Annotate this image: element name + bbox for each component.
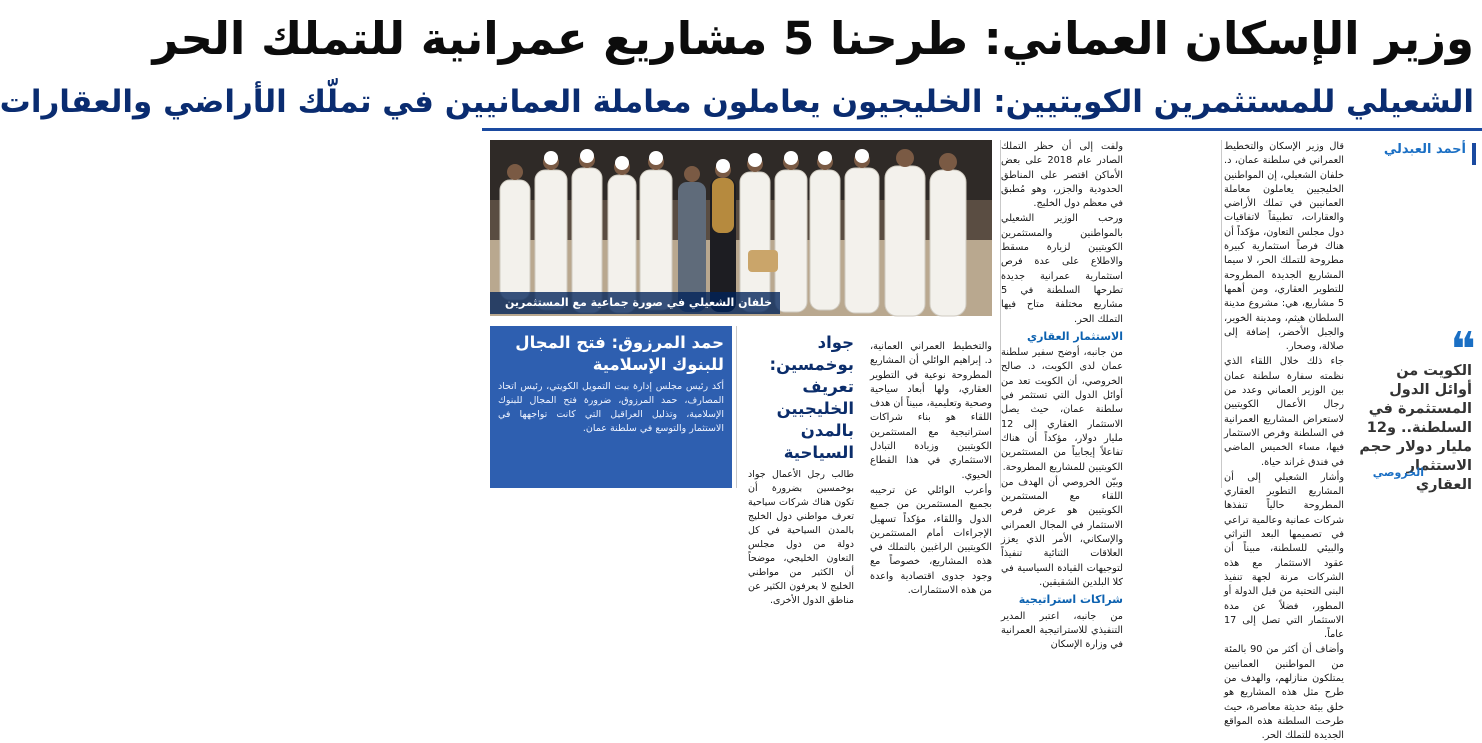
author-name: أحمد العبدلي [1383,142,1466,157]
box-heading: حمد المرزوق: فتح المجال للبنوك الإسلامية [515,333,724,374]
paragraph: وبيّن الخروصي أن الهدف من اللقاء مع المستثمرين الكويتيين هو عرض فرص الاستثمار في المجال العمراني والإسكاني، الأمر الذي يعزز العلاقات الثنائية تنفيذاً لتوجيهات القيادة السياسية في كلا البلدين الشقيقين. [1001,476,1123,588]
section-heading: الاستثمار العقاري [1027,329,1123,343]
article-column-2 [1000,140,1123,651]
paragraph: ولفت إلى أن حظر التملك الصادر عام 2018 على بعض الأماكن اقتصر على المناطق الحدودية والجزر، وهو مُطبق في معظم دول الخليج. [1001,141,1123,210]
section-heading: شراكات استراتيجية [1018,593,1123,607]
headline: وزير الإسكان العماني: طرحنا 5 مشاريع عمرانية للتملك الحر [152,12,1474,65]
paragraph: قال وزير الإسكان والتخطيط العمراني في سلطنة عمان، د. خلفان الشعيلي، إن المواطنين الخليجيين يعاملون معاملة العمانيين في تملك الأراضي والعقارات، تطبيقاً لاتفاقيات دول مجلس التعاون، مؤكداً أن هناك فرصاً استثمارية كبيرة مطروحة للتملك الحر، لا سيما المشاريع الجديدة المطروحة للتطوير العقاري، ومن أهمها 5 مشاريع، هي: مشروع مدينة السلطان هيثم، ومدينة الخوير، والجبل الأخضر، إضافة إلى صلالة، وصحار. [1224,141,1344,353]
paragraph: والتخطيط العمراني العمانية، د. إبراهيم الوائلي أن المشاريع المطروحة نوعية في التطوير العقاري، ولها أبعاد سياحية وصحية وتعليمية، مبيناً أن هدف اللقاء هو بناء شراكات استراتيجية مع المستثمرين الكويتيين وزيادة التبادل الاستثماري في هذا القطاع الحيوي. [870,341,992,481]
quote-text: الكويت من أوائل الدول المستثمرة في السلطنة.. و12 مليار دولار حجم الاستثمار العقاري [1359,363,1472,493]
sidebar-box-bukhamseen [740,326,862,606]
photo-illustration [490,140,992,316]
byline [1378,140,1476,170]
box-body: أكد رئيس مجلس إدارة بيت التمويل الكويتي، رئيس اتحاد المصارف، حمد المرزوق، ضرورة فتح المجال للبنوك الإسلامية، وتذليل العراقيل التي كانت تواجهها في الاستثمار والتوسع في سلطنة عمان. [498,381,724,434]
subheadline: الشعيلي للمستثمرين الكويتيين: الخليجيون يعاملون معاملة العمانيين في تملّك الأراضي والعقارات [0,84,1474,120]
column-divider [736,326,737,488]
sidebar-box-marzouq [490,326,732,488]
paragraph: من جانبه، اعتبر المدير التنفيذي للاستراتيجية العمرانية في وزارة الإسكان [1001,610,1123,651]
box-heading: جواد بوخمسين: تعريف الخليجيين بالمدن السياحية [769,333,854,462]
pull-quote [1351,322,1476,493]
paragraph: وأضاف أن أكثر من 90 بالمئة من المواطنين العمانيين يمتلكون منازلهم، والهدف من طرح مثل هذه المشاريع هو خلق بيئة حديثة معاصرة، حيث طرحت السلطنة هذه المواقع الجديدة للتملك الحر. [1224,644,1344,742]
paragraph: ورحب الوزير الشعيلي بالمواطنين والمستثمرين الكويتيين لزيارة مسقط والاطلاع على عدة فرص استثمارية عمرانية جديدة تطرحها السلطنة في 5 مشاريع مختلفة متاح فيها التملك الحر. [1001,213,1123,325]
quote-source: الخروصي [1372,466,1424,479]
paragraph: وأشار الشعيلي إلى أن المشاريع التطوير العقاري المطروحة حالياً تنفذها شركات عمانية وعالمية تراعي في تصميمها البعد التراثي والبيئي للسلطنة، مبيناً أن عقود الاستثمار مع هذه الشركات مرنة لجهة تنفيذ البنى التحتية من قبل الدولة أو المطور، فضلاً عن مدة الاستثمار التي تصل إلى 17 عاماً. [1224,471,1344,641]
paragraph: من جانبه، أوضح سفير سلطنة عمان لدى الكويت، د. صالح الخروصي، أن الكويت تعد من أوائل الدول التي تستثمر في سلطنة عمان، حيث يصل الاستثمار العقاري إلى 12 مليار دولار، مؤكداً أن هناك تفاعلاً إيجابياً من المستثمرين الكويتيين للمشاريع المطروحة. [1001,347,1123,473]
paragraph: جاء ذلك خلال اللقاء الذي نظمته سفارة سلطنة عمان بين الوزير العماني وعدد من رجال الأعمال الكويتيين لاستعراض المشاريع العمرانية في السلطنة وفرص الاستثمار فيها، مساء الخميس الماضي في فندق غراند حياة. [1224,356,1344,468]
article-column-1 [1221,140,1344,742]
article-column-3 [870,340,992,597]
quote-icon: ❝ [1450,322,1476,378]
box-body: طالب رجل الأعمال جواد بوخمسين بضرورة أن تكون هناك شركات سياحية تعرف مواطني دول الخليج بالمدن السياحية في كل دولة من دول مجلس التعاون الخليجي، موضحاً أن الكثير من مواطني الخليج لا يعرفون الكثير عن مناطق الدول الأخرى. [748,469,854,606]
paragraph: وأعرب الوائلي عن ترحيبه بجميع المستثمرين من جميع الدول واللقاء، مؤكداً تسهيل الإجراءات أمام المستثمرين الكويتيين الراغبين بالتملك في هذه المشاريع، خصوصاً مع وجود جدوى اقتصادية واعدة من هذه الاستثمارات. [870,484,992,597]
photo-caption: خلفان الشعيلي في صورة جماعية مع المستثمرين [490,292,780,314]
divider-line [482,128,1482,131]
group-photo [490,140,992,316]
byline-bar [1472,143,1476,165]
